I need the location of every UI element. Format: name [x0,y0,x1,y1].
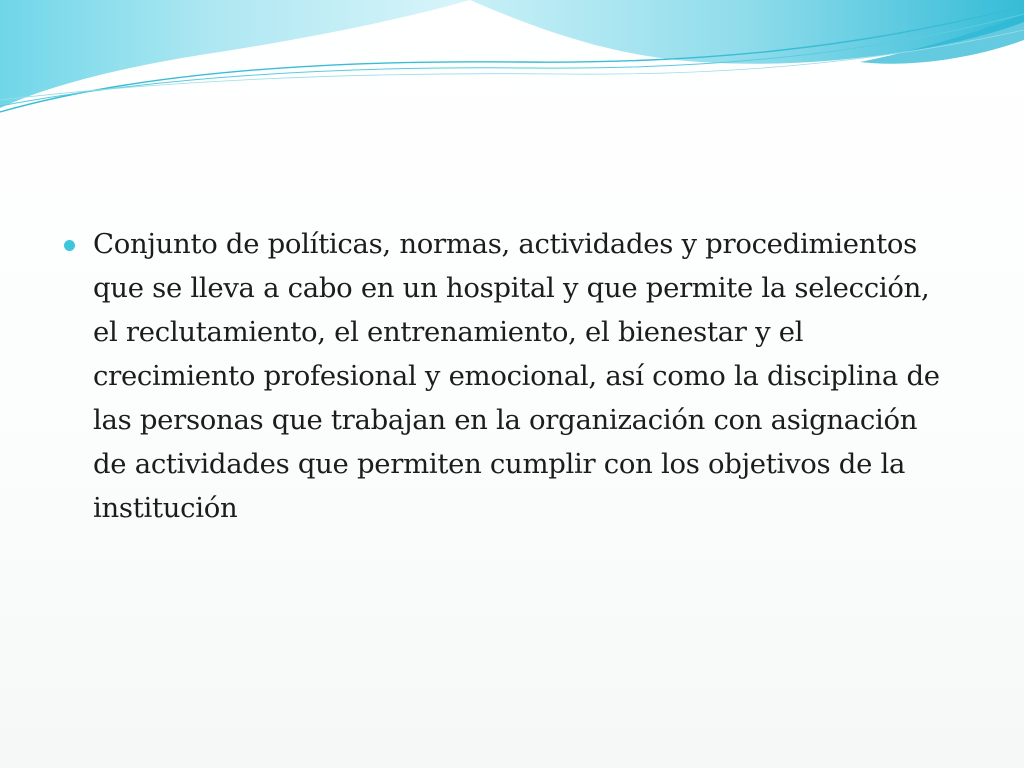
wave-header-decoration [0,0,1024,130]
bullet-dot-icon [64,240,75,251]
bullet-text: Conjunto de políticas, normas, actividades y procedimientos que se lleva a cabo en un hospital y que permite la selección, el reclutamiento, el entrenamiento, el bienestar y el crecimiento profesional y emocional, así como la disciplina de las personas que trabajan en la organización con asignación de actividades que permiten cumplir con los objetivos de la institución [93,228,940,524]
wave-band-left [0,0,470,108]
bullet-item [62,222,942,530]
slide-body [62,222,942,530]
